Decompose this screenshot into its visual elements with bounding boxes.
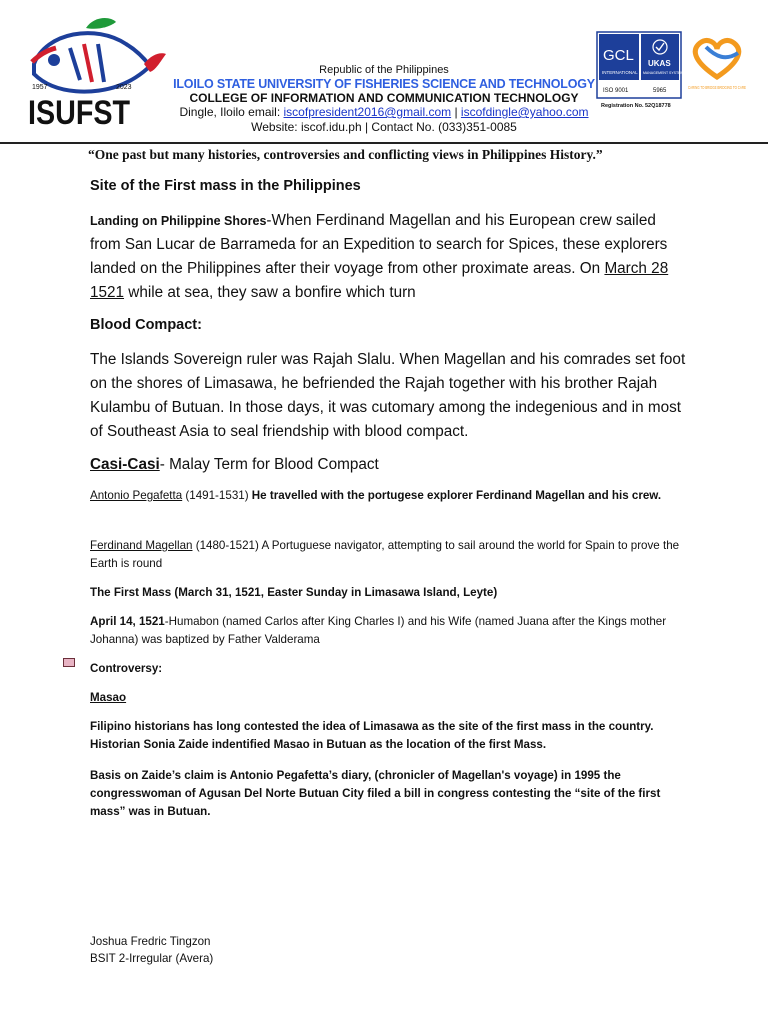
republic-line: Republic of the Philippines xyxy=(319,64,449,76)
gcl-text: GCL xyxy=(603,47,634,64)
website-line: Website: iscof.idu.ph | Contact No. (033)351-0085 xyxy=(251,120,517,134)
author-section: BSIT 2-Irregular (Avera) xyxy=(90,952,214,965)
person-desc-pegafetta: He travelled with the portugese explorer Ferdinand Magellan and his crew. xyxy=(251,489,662,502)
logo-year-left: 1957 xyxy=(32,84,48,91)
cert-number: 5965 xyxy=(653,88,667,94)
first-mass-line: The First Mass (March 31, 1521, Easter Sunday in Limasawa Island, Leyte) xyxy=(90,586,498,599)
iso-text: ISO 9001 xyxy=(603,88,629,94)
university-name: ILOILO STATE UNIVERSITY OF FISHERIES SCIENCE AND TECHNOLOGY xyxy=(173,77,595,91)
section-heading-first-mass: Site of the First mass in the Philippines xyxy=(90,178,361,194)
gcl-international: INTERNATIONAL xyxy=(602,70,638,75)
baptism-date: April 14, 1521 xyxy=(90,615,165,628)
caring-logo xyxy=(686,33,748,93)
person-years-pegafetta: (1491-1531) xyxy=(182,489,252,502)
ukas-text: UKAS xyxy=(648,59,671,68)
college-name: COLLEGE OF INFORMATION AND COMMUNICATION TECHNOLOGY xyxy=(189,91,579,105)
header-divider xyxy=(0,142,768,144)
masao-subheading xyxy=(90,689,690,707)
registration-text: Registration No. 52Q18778 xyxy=(601,103,671,109)
person-magellan xyxy=(90,537,690,573)
certification-badge xyxy=(597,30,686,110)
paragraph-lead: Landing on Philippine Shores xyxy=(90,214,267,228)
logo-year-right: 2023 xyxy=(116,84,132,91)
masao-label: Masao xyxy=(90,691,127,704)
email-separator: | xyxy=(451,105,461,119)
person-name-pegafetta: Antonio Pegafetta xyxy=(90,489,183,502)
email-link-2[interactable]: iscofdingle@yahoo.com xyxy=(460,105,589,119)
document-quote: “One past but many histories, controversies and conflicting views in Philippines History.” xyxy=(88,147,603,162)
term-casi-casi: Casi-Casi xyxy=(90,456,160,473)
paragraph-blood-compact: The Islands Sovereign ruler was Rajah Slalu. When Magellan and his comrades set foot on the shores of Limasawa, he befriended the Rajah together with his brother Rajah Kulambu of Butuan. In those days, it was cutomary among the indegenious and in most of Southeast Asia to seal friendship with blood compact. xyxy=(90,351,686,440)
controversy-paragraph-2: Basis on Zaide’s claim is Antonio Pegafetta’s diary, (chronicler of Magellan's voyage) in 1995 the congresswoman of Agusan Del Norte Butuan City filed a bill in congress contesting the “site of the first mass” was in Butuan. xyxy=(90,769,661,818)
baptism-paragraph xyxy=(90,613,690,649)
paragraph-text-2: while at sea, they saw a bonfire which turn xyxy=(124,284,416,301)
email-link-1[interactable]: iscofpresident2016@gmail.com xyxy=(283,105,452,119)
paragraph-landing xyxy=(90,209,690,305)
caring-tagline: CARING TO BRIDGE BRIDGING TO CARE xyxy=(688,85,747,90)
ukas-subtext: MANAGEMENT SYSTEMS xyxy=(643,71,686,75)
person-desc-magellan: (1480-1521) A Portuguese navigator, attempting to sail around the world for Spain to prove the Earth is round xyxy=(90,539,680,570)
controversy-heading: Controversy: xyxy=(90,662,163,675)
email-line xyxy=(150,105,618,120)
person-pegafetta xyxy=(90,487,690,505)
university-logo xyxy=(26,14,166,132)
controversy-paragraph-1: Filipino historians has long contested the idea of Limasawa as the site of the first mass in the country. Historian Sonia Zaide indentified Masao in Butuan as the location of the first Mass. xyxy=(90,720,654,751)
logo-acronym: ISUFST xyxy=(28,94,131,132)
paragraph-text-1: -When Ferdinand Magellan and his European crew sailed from San Lucar de Barrameda for an Expedition to search for Spices, these explorers landed on the Philippines after their voyage from other proximate areas. On xyxy=(90,212,668,277)
email-prefix: Dingle, Iloilo email: xyxy=(179,105,284,119)
term-definition xyxy=(90,456,379,474)
author-block xyxy=(90,933,213,967)
section-heading-blood-compact: Blood Compact: xyxy=(90,317,202,333)
baptism-text: -Humabon (named Carlos after King Charles I) and his Wife (named Juana after the Kings mother Johanna) was baptized by Father Valderama xyxy=(90,615,667,646)
underlined-date: March 28 1521 xyxy=(90,260,669,301)
letterhead xyxy=(150,63,618,135)
term-definition-text: - Malay Term for Blood Compact xyxy=(159,456,379,473)
embedded-object-icon xyxy=(63,658,75,667)
author-name: Joshua Fredric Tingzon xyxy=(90,935,211,948)
person-name-magellan: Ferdinand Magellan xyxy=(90,539,193,552)
